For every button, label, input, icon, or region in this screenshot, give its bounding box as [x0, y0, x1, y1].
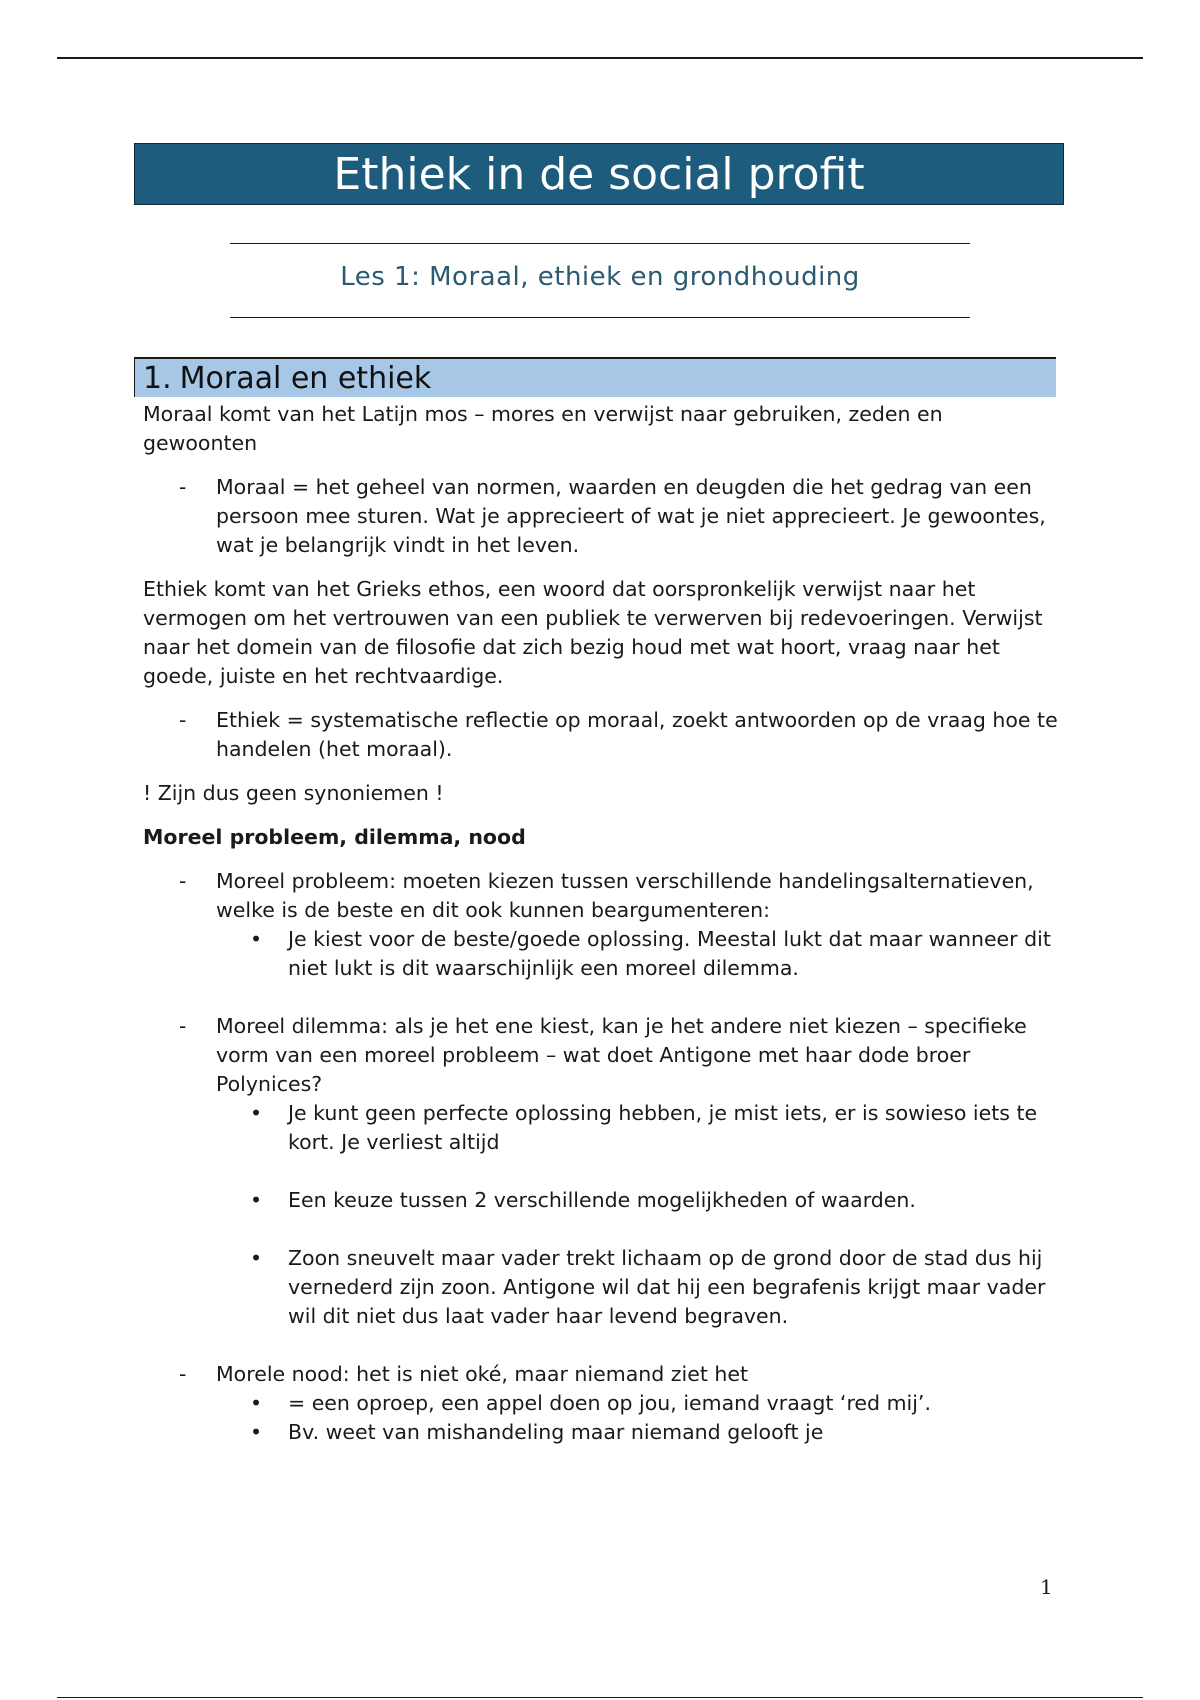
list-item-ethiek-definition [143, 706, 1063, 764]
section-heading [134, 357, 1056, 397]
bullet-nood-1 [143, 1389, 1063, 1418]
bullet-marker: • [250, 927, 263, 951]
dash-marker: - [179, 708, 187, 732]
paragraph-moraal-intro: Moraal komt van het Latijn mos – mores en verwijst naar gebruiken, zeden en gewoonten [143, 402, 943, 455]
page-top-rule [57, 57, 1143, 59]
moreel-probleem-text: Moreel probleem: moeten kiezen tussen verschillende handelingsalternatieven, welke is de beste en dit ook kunnen beargumenteren: [216, 869, 1034, 922]
bullet-nood-2 [143, 1418, 1063, 1447]
morele-nood-text: Morele nood: het is niet oké, maar niemand ziet het [216, 1362, 749, 1386]
bullet-marker: • [250, 1391, 263, 1415]
document-subtitle: Les 1: Moraal, ethiek en grondhouding [340, 262, 860, 292]
bullet-dilemma-1 [143, 1099, 1063, 1157]
page-number: 1 [1040, 1575, 1053, 1599]
title-banner [134, 143, 1064, 205]
document-title: Ethiek in de social profit [333, 149, 865, 200]
page-bottom-rule [57, 1697, 1143, 1698]
subtitle-bottom-rule [230, 317, 970, 318]
dash-marker: - [179, 1362, 187, 1386]
list-item-moreel-dilemma [143, 1012, 1063, 1099]
moraal-definition-text: Moraal = het geheel van normen, waarden en deugden die het gedrag van een persoon mee sturen. Wat je apprecieert of wat je niet apprecieert. Je gewoontes, wat je belangrijk vindt in het leven. [216, 475, 1046, 557]
ethiek-definition-text: Ethiek = systematische reflectie op moraal, zoekt antwoorden op de vraag hoe te handelen (het moraal). [216, 708, 1058, 761]
dash-marker: - [179, 1014, 187, 1038]
bullet-marker: • [250, 1420, 263, 1444]
bullet-dilemma-3-text: Zoon sneuvelt maar vader trekt lichaam op de grond door de stad dus hij vernederd zijn zoon. Antigone wil dat hij een begrafenis krijgt maar vader wil dit niet dus laat vader haar levend begraven. [288, 1246, 1046, 1328]
dash-marker: - [179, 475, 187, 499]
document-body [143, 400, 1063, 1447]
bullet-marker: • [250, 1101, 263, 1125]
dash-marker: - [179, 869, 187, 893]
list-item-morele-nood [143, 1360, 1063, 1389]
moreel-dilemma-text: Moreel dilemma: als je het ene kiest, kan je het andere niet kiezen – specifieke vorm van een moreel probleem – wat doet Antigone met haar dode broer Polynices? [216, 1014, 1027, 1096]
bullet-dilemma-1-text: Je kunt geen perfecte oplossing hebben, je mist iets, er is sowieso iets te kort. Je verliest altijd [288, 1101, 1038, 1154]
bullet-probleem-1-text: Je kiest voor de beste/goede oplossing. Meestal lukt dat maar wanneer dit niet lukt is dit waarschijnlijk een moreel dilemma. [288, 927, 1051, 980]
spacer [143, 983, 1063, 1012]
bullet-dilemma-2 [143, 1186, 1063, 1215]
bullet-nood-2-text: Bv. weet van mishandeling maar niemand gelooft je [288, 1420, 824, 1444]
list-item-moraal-definition [143, 473, 1063, 560]
list-item-moreel-probleem [143, 867, 1063, 925]
bullet-dilemma-2-text: Een keuze tussen 2 verschillende mogelijkheden of waarden. [288, 1188, 916, 1212]
bullet-dilemma-3 [143, 1244, 1063, 1331]
section-title: Moraal en ethiek [179, 360, 432, 396]
synonym-note: ! Zijn dus geen synoniemen ! [143, 781, 444, 805]
bullet-marker: • [250, 1246, 263, 1270]
subheading-moreel: Moreel probleem, dilemma, nood [143, 825, 526, 849]
paragraph-ethiek-intro: Ethiek komt van het Grieks ethos, een woord dat oorspronkelijk verwijst naar het vermogen om het vertrouwen van een publiek te verwerven bij redevoeringen. Verwijst naar het domein van de filosofie dat zich bezig houd met wat hoort, vraag naar het goede, juiste en het rechtvaardige. [143, 577, 1043, 688]
subtitle-top-rule [230, 243, 970, 244]
bullet-nood-1-text: = een oproep, een appel doen op jou, iemand vraagt ‘red mij’. [288, 1391, 931, 1415]
bullet-marker: • [250, 1188, 263, 1212]
section-number: 1. [143, 360, 172, 396]
bullet-probleem-1 [143, 925, 1063, 983]
